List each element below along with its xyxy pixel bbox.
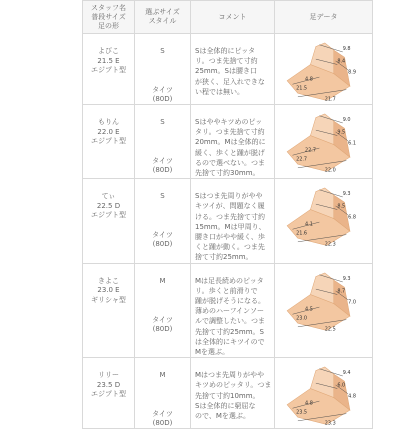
header-staff-label bbox=[83, 4, 134, 31]
table-row bbox=[83, 34, 373, 105]
foot-mid-value: 8.4 bbox=[337, 58, 346, 65]
header-comment bbox=[191, 1, 275, 34]
cell-spacer bbox=[135, 56, 190, 86]
header-size-style bbox=[135, 1, 191, 34]
foot-bottom-value: 23.3 bbox=[324, 420, 336, 427]
comment-line: 先捨て寸約25mm。S bbox=[195, 327, 264, 336]
comment-cell bbox=[191, 34, 275, 105]
staff-foot-shape: ギリシャ型 bbox=[91, 295, 126, 304]
foot-side-value: 4.8 bbox=[348, 393, 356, 400]
staff-usual-size: 23.0 E bbox=[97, 286, 120, 295]
foot-measurement-diagram bbox=[275, 264, 371, 334]
staff-cell bbox=[83, 263, 135, 358]
header-line: 選ぶサイズ bbox=[145, 8, 180, 16]
staff-cell bbox=[83, 358, 135, 429]
size-style-cell bbox=[135, 34, 191, 105]
foot-top-value: 9.4 bbox=[342, 370, 351, 377]
comment-line: が狭く、足入れできな bbox=[195, 77, 265, 86]
size-style-cell bbox=[135, 358, 191, 429]
comment-line: 腰き口がやや緩く、歩 bbox=[195, 233, 265, 242]
foot-heel-value: 21.5 bbox=[296, 85, 308, 92]
comment-line: 踵が脱げそうになる。 bbox=[195, 297, 265, 306]
staff-foot-shape: エジプト型 bbox=[91, 137, 126, 145]
foot-data-cell bbox=[275, 105, 373, 179]
staff-usual-size: 21.5 E bbox=[97, 56, 120, 65]
comment-line: くと踵が動く。つま先 bbox=[195, 243, 265, 252]
comment-line: 緩く、歩くと踵が脱げ bbox=[195, 148, 265, 157]
size-style-cell bbox=[135, 179, 191, 263]
style-denier: (80D) bbox=[152, 324, 173, 333]
table-header-row bbox=[83, 1, 373, 34]
foot-top-value: 9.3 bbox=[342, 191, 351, 198]
foot-data-cell bbox=[275, 358, 373, 429]
staff-name: もりん bbox=[98, 118, 119, 126]
cell-spacer bbox=[135, 201, 190, 231]
comment-line: Sはややキツめのピッ bbox=[195, 118, 263, 126]
foot-inner-value: 4.5 bbox=[305, 306, 313, 313]
size-style-cell bbox=[135, 105, 191, 179]
comment-line: ルで調整したい。つま bbox=[195, 317, 265, 326]
foot-measurement-diagram bbox=[275, 34, 371, 104]
foot-bottom-value: 22.3 bbox=[324, 241, 336, 248]
comment-line: Sはつま先周りがやや bbox=[195, 192, 263, 201]
foot-mid-value: 6.0 bbox=[337, 382, 346, 389]
cell-spacer bbox=[135, 380, 190, 410]
foot-bottom-value: 21.7 bbox=[324, 96, 336, 103]
comment-line: 先捨て寸約10mm。 bbox=[195, 391, 260, 400]
foot-side-value: 8.9 bbox=[348, 69, 356, 76]
table-row bbox=[83, 358, 373, 429]
staff-foot-shape: エジプト型 bbox=[91, 390, 126, 399]
comment-line: 捨て寸約25mm。 bbox=[195, 253, 253, 262]
style-name: タイツ bbox=[152, 315, 173, 324]
picked-size: M bbox=[159, 371, 166, 380]
staff-usual-size: 22.0 E bbox=[97, 127, 120, 136]
staff-foot-shape: エジプト型 bbox=[91, 66, 126, 74]
comment-line: Sは全体的にピッタ bbox=[195, 47, 256, 55]
header-foot-data bbox=[275, 1, 373, 34]
comment-line: Mを選ぶ。 bbox=[195, 348, 230, 357]
comment-line: 15mm。Mは甲周り、 bbox=[195, 222, 266, 231]
comment-line: ける。つま先捨て寸約 bbox=[195, 212, 265, 221]
comment-cell bbox=[191, 263, 275, 358]
staff-usual-size: 22.5 D bbox=[96, 201, 121, 210]
comment-line: 25mm。Sは腰き口 bbox=[195, 67, 257, 76]
foot-inner-value: 4.8 bbox=[305, 400, 313, 407]
staff-name: てぃ bbox=[101, 192, 116, 201]
foot-inner-value: 4.1 bbox=[305, 221, 313, 228]
foot-inner-value: 4.8 bbox=[305, 76, 313, 83]
foot-heel-value: 23.5 bbox=[296, 409, 308, 416]
foot-heel-value: 23.0 bbox=[296, 315, 308, 322]
table-row bbox=[83, 105, 373, 179]
foot-mid-value: 8.5 bbox=[337, 203, 346, 210]
size-style-cell bbox=[135, 263, 191, 358]
header-line: スタイル bbox=[148, 17, 177, 25]
comment-line: 薄めのハーフインソー bbox=[195, 307, 265, 316]
picked-size: S bbox=[160, 47, 165, 55]
table-row bbox=[83, 263, 373, 358]
foot-measurement-diagram bbox=[275, 358, 371, 428]
comment-cell bbox=[191, 179, 275, 263]
foot-bottom-value: 22.0 bbox=[324, 167, 336, 174]
staff-name: よびこ bbox=[98, 47, 119, 55]
header-staff bbox=[83, 1, 135, 34]
staff-name: リリー bbox=[98, 371, 119, 380]
comment-line: 先捨て寸約30mm。 bbox=[195, 169, 260, 178]
foot-mid-value: 8.7 bbox=[337, 288, 346, 295]
foot-side-value: 6.1 bbox=[348, 140, 356, 147]
comment-line: キツめのピッタリ。つま bbox=[195, 381, 272, 390]
foot-top-value: 9.0 bbox=[342, 117, 351, 124]
comment-line: Sは全体的に窮屈な bbox=[195, 401, 256, 410]
staff-cell bbox=[83, 179, 135, 263]
foot-data-cell bbox=[275, 179, 373, 263]
header-comment-label: コメント bbox=[218, 12, 247, 21]
cell-spacer bbox=[135, 127, 190, 157]
style-name: タイツ bbox=[152, 157, 173, 165]
foot-top-value: 9.8 bbox=[342, 46, 351, 53]
style-denier: (80D) bbox=[152, 95, 173, 103]
foot-heel-value: 21.6 bbox=[296, 230, 308, 237]
comment-cell bbox=[191, 105, 275, 179]
style-denier: (80D) bbox=[152, 166, 173, 174]
foot-side-value: 6.8 bbox=[348, 214, 356, 221]
style-name: タイツ bbox=[152, 86, 173, 94]
comment-line: タリ。つま先捨て寸約 bbox=[195, 128, 265, 137]
header-foot-data-label: 足データ bbox=[309, 12, 338, 21]
comment-line: リ。つま先捨て寸約 bbox=[195, 57, 258, 66]
header-line: 普段サイズ bbox=[91, 12, 126, 21]
foot-heel-value: 22.7 bbox=[296, 156, 308, 163]
staff-cell bbox=[83, 34, 135, 105]
comment-line: リ。歩くと前滑りで bbox=[195, 286, 258, 295]
style-name: タイツ bbox=[152, 410, 173, 419]
comment-line: ので、Mを選ぶ。 bbox=[195, 412, 251, 421]
header-line: スタッフ名 bbox=[91, 3, 126, 12]
foot-measurement-diagram bbox=[275, 105, 371, 175]
foot-top-value: 9.3 bbox=[342, 275, 351, 282]
staff-size-table bbox=[82, 0, 373, 429]
comment-line: Mは足長続めのピッタ bbox=[195, 276, 264, 285]
comment-line: キツイが、問題なく履 bbox=[195, 202, 265, 211]
style-name: タイツ bbox=[152, 231, 173, 240]
picked-size: S bbox=[160, 192, 165, 201]
comment-line: 20mm。Mは全体的に bbox=[195, 138, 266, 147]
style-denier: (80D) bbox=[152, 240, 173, 249]
foot-measurement-diagram bbox=[275, 179, 371, 249]
foot-bottom-value: 22.5 bbox=[324, 326, 336, 333]
staff-cell bbox=[83, 105, 135, 179]
foot-side-value: 7.0 bbox=[348, 299, 356, 306]
staff-name: きよこ bbox=[98, 276, 119, 285]
header-line: 足の形 bbox=[98, 21, 119, 30]
table-row bbox=[83, 179, 373, 263]
foot-inner-value: 22.7 bbox=[305, 147, 317, 154]
foot-data-cell bbox=[275, 34, 373, 105]
comment-line: い程では無い。 bbox=[195, 87, 244, 96]
foot-mid-value: 9.5 bbox=[337, 129, 346, 136]
comment-line: るので選べない。つま bbox=[195, 158, 265, 167]
comment-line: は全体的にキツイので bbox=[195, 337, 265, 346]
comment-line: Mはつま先周りがやや bbox=[195, 371, 265, 380]
cell-spacer bbox=[135, 286, 190, 316]
comment-cell bbox=[191, 358, 275, 429]
foot-data-cell bbox=[275, 263, 373, 358]
picked-size: M bbox=[159, 276, 166, 285]
picked-size: S bbox=[160, 118, 165, 126]
staff-usual-size: 23.5 D bbox=[96, 380, 121, 389]
staff-foot-shape: エジプト型 bbox=[91, 211, 126, 220]
header-size-style-label bbox=[135, 8, 190, 26]
style-denier: (80D) bbox=[152, 419, 173, 428]
